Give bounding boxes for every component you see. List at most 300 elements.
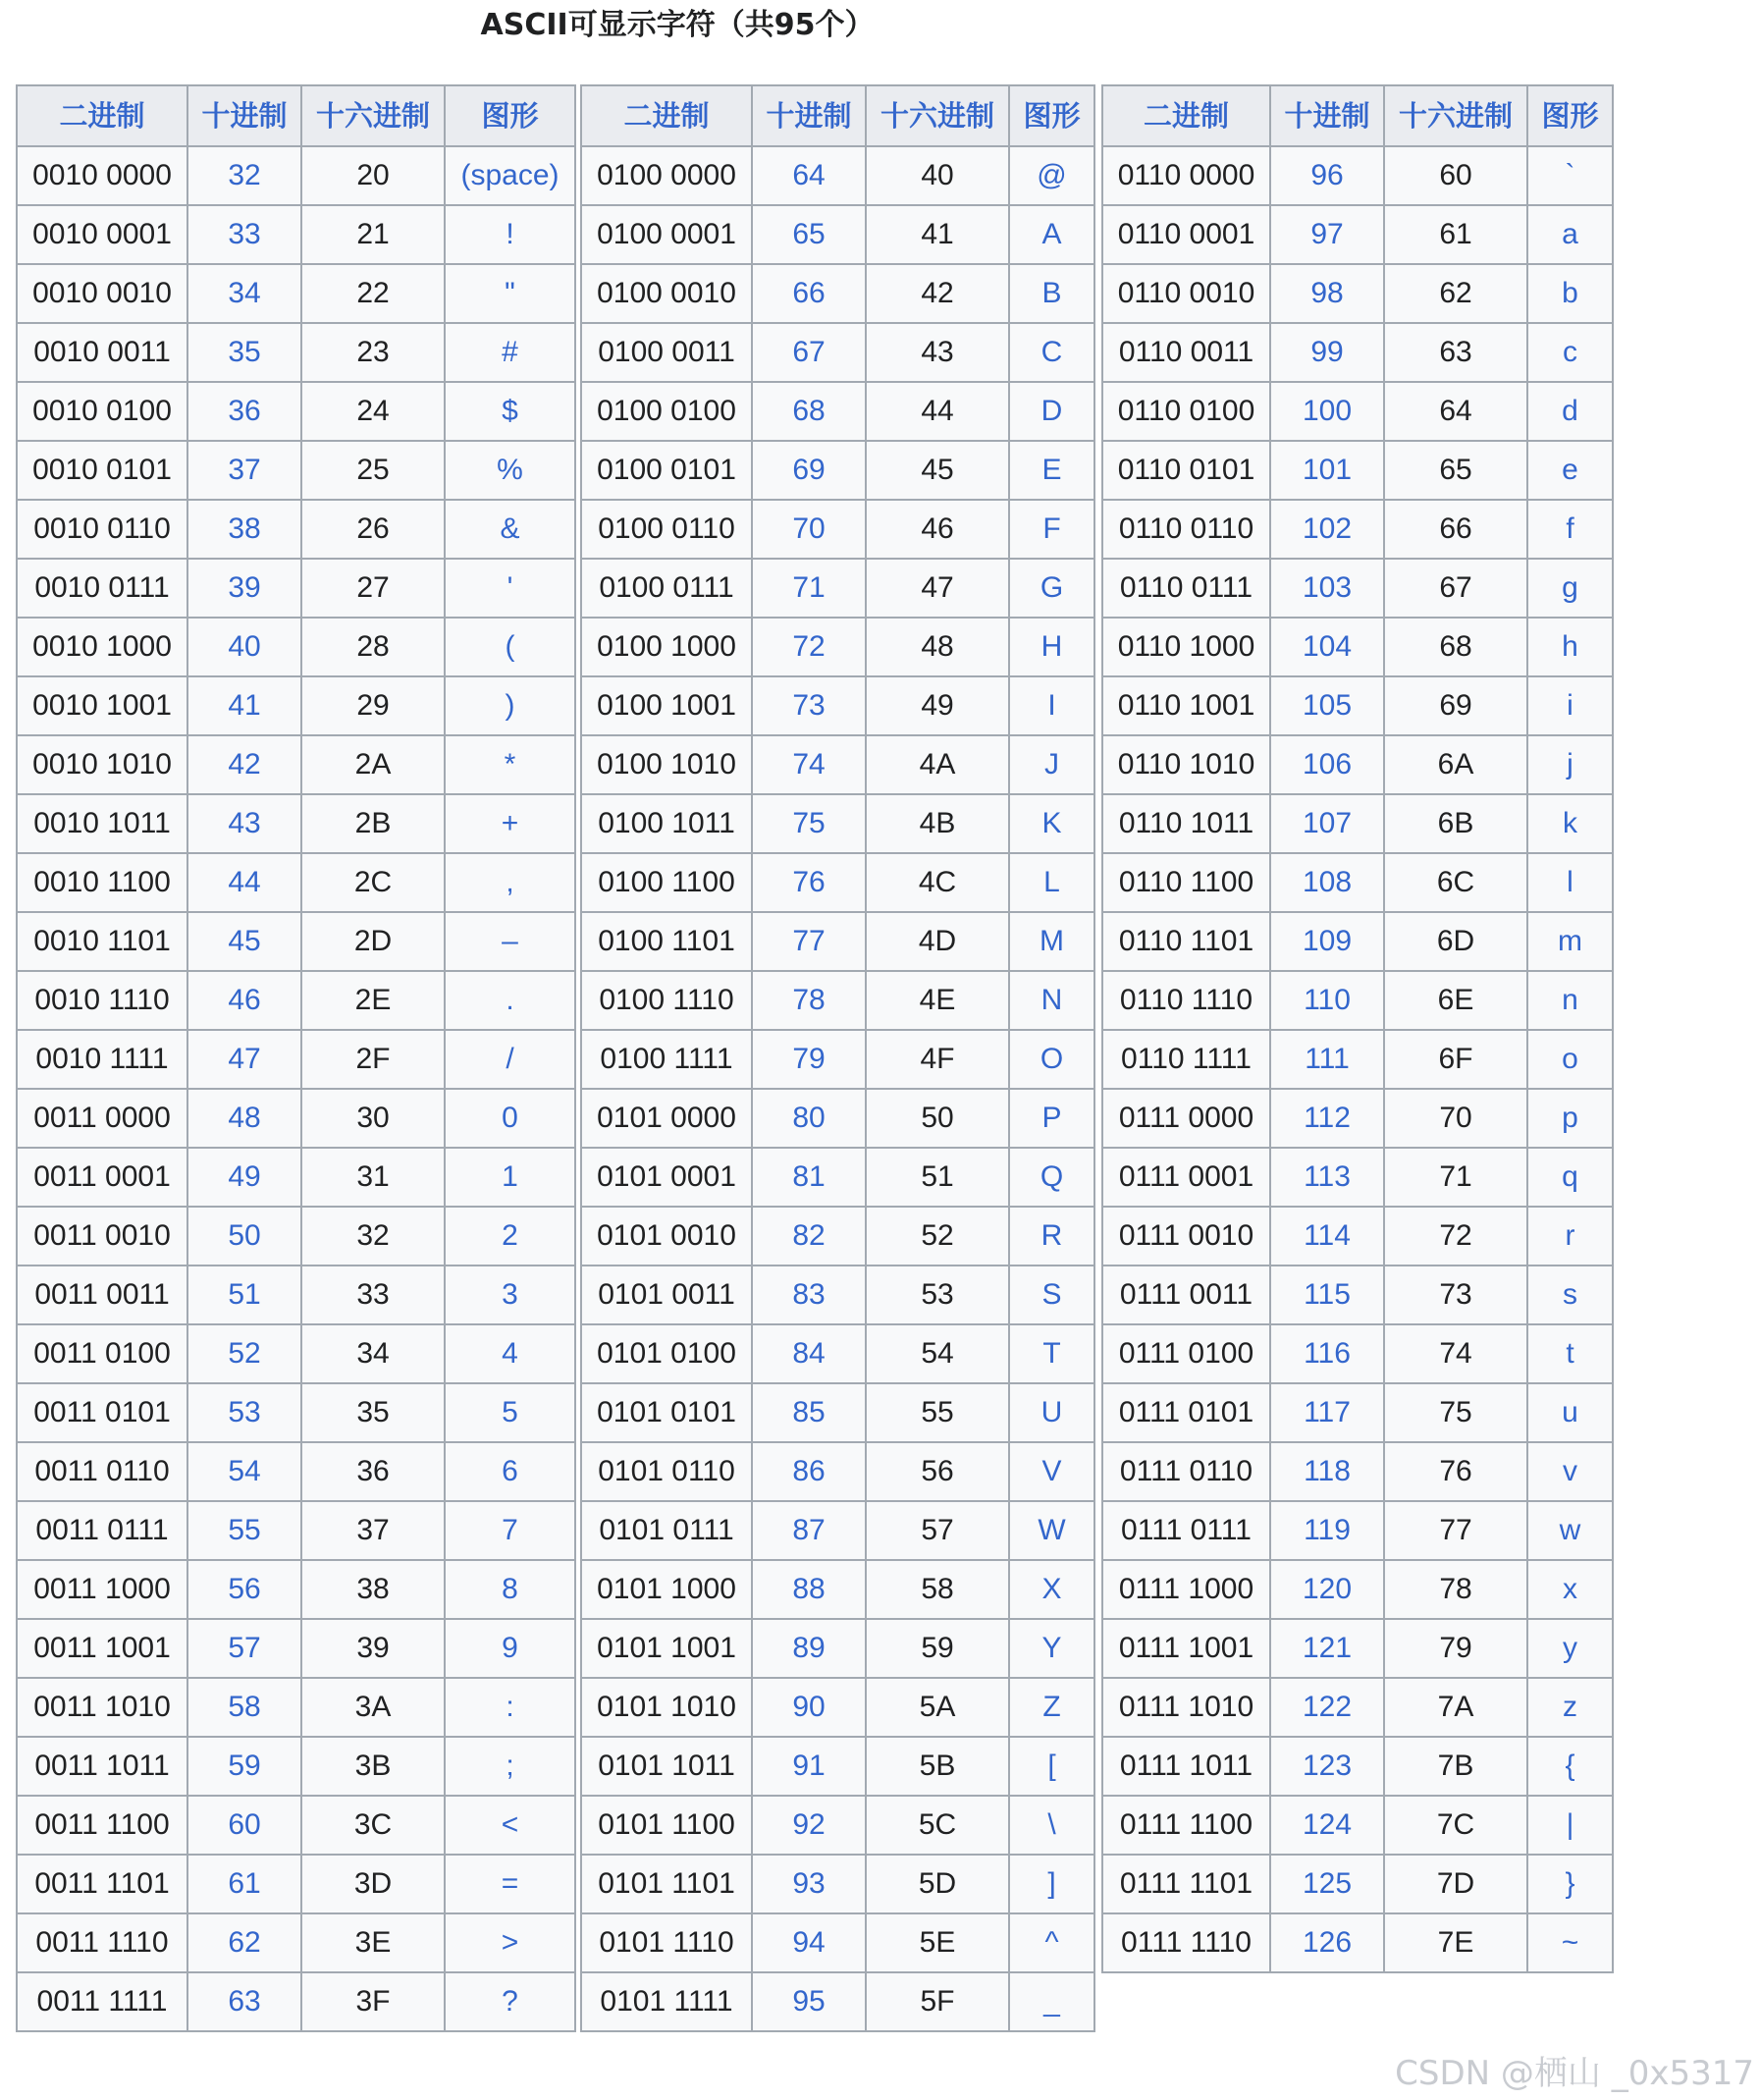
hex-cell: 6E [1384, 971, 1527, 1030]
hex-cell: 25 [301, 441, 445, 500]
binary-cell: 0010 0100 [17, 382, 187, 441]
table-row [581, 264, 1094, 323]
hex-cell: 6C [1384, 853, 1527, 912]
hex-cell: 7A [1384, 1678, 1527, 1737]
hex-cell: 45 [866, 441, 1009, 500]
header-hex: 十六进制 [1384, 85, 1527, 146]
glyph-cell: Q [1009, 1148, 1094, 1207]
glyph-cell: 6 [445, 1442, 575, 1501]
decimal-cell: 119 [1270, 1501, 1384, 1560]
hex-cell: 68 [1384, 618, 1527, 676]
hex-cell: 62 [1384, 264, 1527, 323]
table-row [1102, 1148, 1613, 1207]
hex-cell: 77 [1384, 1501, 1527, 1560]
hex-cell: 38 [301, 1560, 445, 1619]
table-row [581, 1030, 1094, 1089]
decimal-cell: 66 [752, 264, 866, 323]
binary-cell: 0010 0011 [17, 323, 187, 382]
glyph-cell: 0 [445, 1089, 575, 1148]
binary-cell: 0111 0110 [1102, 1442, 1270, 1501]
binary-cell: 0111 1001 [1102, 1619, 1270, 1678]
hex-cell: 37 [301, 1501, 445, 1560]
decimal-cell: 41 [187, 676, 301, 735]
glyph-cell: g [1527, 559, 1613, 618]
table-row [581, 1678, 1094, 1737]
table-row [1102, 1501, 1613, 1560]
hex-cell: 39 [301, 1619, 445, 1678]
table-row [1102, 971, 1613, 1030]
decimal-cell: 70 [752, 500, 866, 559]
glyph-cell: r [1527, 1207, 1613, 1265]
glyph-cell: p [1527, 1089, 1613, 1148]
glyph-cell: o [1527, 1030, 1613, 1089]
glyph-cell: | [1527, 1796, 1613, 1855]
hex-cell: 74 [1384, 1324, 1527, 1383]
decimal-cell: 78 [752, 971, 866, 1030]
decimal-cell: 122 [1270, 1678, 1384, 1737]
binary-cell: 0010 0010 [17, 264, 187, 323]
binary-cell: 0100 1011 [581, 794, 752, 853]
binary-cell: 0011 0001 [17, 1148, 187, 1207]
table-row [581, 1442, 1094, 1501]
decimal-cell: 83 [752, 1265, 866, 1324]
table-row [1102, 1796, 1613, 1855]
table-row [1102, 1383, 1613, 1442]
hex-cell: 75 [1384, 1383, 1527, 1442]
hex-cell: 2C [301, 853, 445, 912]
glyph-cell: @ [1009, 146, 1094, 205]
table-row [1102, 1265, 1613, 1324]
decimal-cell: 113 [1270, 1148, 1384, 1207]
binary-cell: 0011 1001 [17, 1619, 187, 1678]
glyph-cell: K [1009, 794, 1094, 853]
glyph-cell: 7 [445, 1501, 575, 1560]
hex-cell: 44 [866, 382, 1009, 441]
decimal-cell: 65 [752, 205, 866, 264]
binary-cell: 0110 0011 [1102, 323, 1270, 382]
binary-cell: 0110 1000 [1102, 618, 1270, 676]
binary-cell: 0010 0000 [17, 146, 187, 205]
glyph-cell: m [1527, 912, 1613, 971]
page-title: ASCII可显示字符（共95个） [480, 8, 875, 42]
glyph-cell: & [445, 500, 575, 559]
binary-cell: 0110 0100 [1102, 382, 1270, 441]
glyph-cell: = [445, 1855, 575, 1913]
table-row [581, 1148, 1094, 1207]
hex-cell: 20 [301, 146, 445, 205]
decimal-cell: 81 [752, 1148, 866, 1207]
hex-cell: 32 [301, 1207, 445, 1265]
table-row [17, 971, 575, 1030]
hex-cell: 6B [1384, 794, 1527, 853]
hex-cell: 4A [866, 735, 1009, 794]
glyph-cell: A [1009, 205, 1094, 264]
table-row [17, 1913, 575, 1972]
glyph-cell: 3 [445, 1265, 575, 1324]
header-decimal: 十进制 [187, 85, 301, 146]
hex-cell: 26 [301, 500, 445, 559]
binary-cell: 0101 1110 [581, 1913, 752, 1972]
glyph-cell: ; [445, 1737, 575, 1796]
binary-cell: 0100 1101 [581, 912, 752, 971]
table-header-row [581, 85, 1094, 146]
decimal-cell: 34 [187, 264, 301, 323]
decimal-cell: 110 [1270, 971, 1384, 1030]
table-row [1102, 912, 1613, 971]
ascii-table-1 [16, 84, 576, 2032]
glyph-cell: t [1527, 1324, 1613, 1383]
decimal-cell: 103 [1270, 559, 1384, 618]
decimal-cell: 87 [752, 1501, 866, 1560]
decimal-cell: 38 [187, 500, 301, 559]
ascii-table-2 [580, 84, 1095, 2032]
binary-cell: 0111 0010 [1102, 1207, 1270, 1265]
hex-cell: 64 [1384, 382, 1527, 441]
hex-cell: 73 [1384, 1265, 1527, 1324]
table-row [1102, 1678, 1613, 1737]
decimal-cell: 94 [752, 1913, 866, 1972]
hex-cell: 65 [1384, 441, 1527, 500]
binary-cell: 0101 0110 [581, 1442, 752, 1501]
decimal-cell: 61 [187, 1855, 301, 1913]
glyph-cell: ^ [1009, 1913, 1094, 1972]
glyph-cell: > [445, 1913, 575, 1972]
table-row [1102, 676, 1613, 735]
table-row [17, 1737, 575, 1796]
decimal-cell: 48 [187, 1089, 301, 1148]
hex-cell: 7C [1384, 1796, 1527, 1855]
glyph-cell: V [1009, 1442, 1094, 1501]
binary-cell: 0011 0110 [17, 1442, 187, 1501]
hex-cell: 43 [866, 323, 1009, 382]
table-row [17, 1030, 575, 1089]
table-row [17, 323, 575, 382]
decimal-cell: 102 [1270, 500, 1384, 559]
glyph-cell: c [1527, 323, 1613, 382]
table-row [17, 1855, 575, 1913]
binary-cell: 0110 1010 [1102, 735, 1270, 794]
binary-cell: 0101 1000 [581, 1560, 752, 1619]
table-row [581, 1972, 1094, 2031]
binary-cell: 0110 0001 [1102, 205, 1270, 264]
hex-cell: 63 [1384, 323, 1527, 382]
binary-cell: 0101 1001 [581, 1619, 752, 1678]
glyph-cell: R [1009, 1207, 1094, 1265]
decimal-cell: 117 [1270, 1383, 1384, 1442]
header-glyph: 图形 [445, 85, 575, 146]
decimal-cell: 104 [1270, 618, 1384, 676]
binary-cell: 0111 0100 [1102, 1324, 1270, 1383]
decimal-cell: 45 [187, 912, 301, 971]
hex-cell: 3B [301, 1737, 445, 1796]
glyph-cell: ! [445, 205, 575, 264]
binary-cell: 0100 0111 [581, 559, 752, 618]
binary-cell: 0011 1010 [17, 1678, 187, 1737]
table-row [1102, 205, 1613, 264]
binary-cell: 0110 1100 [1102, 853, 1270, 912]
binary-cell: 0101 0010 [581, 1207, 752, 1265]
decimal-cell: 85 [752, 1383, 866, 1442]
binary-cell: 0110 1110 [1102, 971, 1270, 1030]
binary-cell: 0110 1011 [1102, 794, 1270, 853]
binary-cell: 0110 0101 [1102, 441, 1270, 500]
table-row [17, 264, 575, 323]
binary-cell: 0011 0111 [17, 1501, 187, 1560]
table-row [17, 1089, 575, 1148]
binary-cell: 0101 1011 [581, 1737, 752, 1796]
binary-cell: 0010 1001 [17, 676, 187, 735]
decimal-cell: 54 [187, 1442, 301, 1501]
glyph-cell: / [445, 1030, 575, 1089]
decimal-cell: 73 [752, 676, 866, 735]
hex-cell: 71 [1384, 1148, 1527, 1207]
decimal-cell: 86 [752, 1442, 866, 1501]
hex-cell: 72 [1384, 1207, 1527, 1265]
hex-cell: 50 [866, 1089, 1009, 1148]
decimal-cell: 63 [187, 1972, 301, 2031]
table-row [17, 676, 575, 735]
glyph-cell: E [1009, 441, 1094, 500]
binary-cell: 0111 1010 [1102, 1678, 1270, 1737]
binary-cell: 0011 1101 [17, 1855, 187, 1913]
hex-cell: 53 [866, 1265, 1009, 1324]
hex-cell: 66 [1384, 500, 1527, 559]
header-glyph: 图形 [1527, 85, 1613, 146]
table-header-row [1102, 85, 1613, 146]
glyph-cell: 1 [445, 1148, 575, 1207]
glyph-cell: 4 [445, 1324, 575, 1383]
glyph-cell: 9 [445, 1619, 575, 1678]
binary-cell: 0010 1100 [17, 853, 187, 912]
glyph-cell: U [1009, 1383, 1094, 1442]
decimal-cell: 116 [1270, 1324, 1384, 1383]
decimal-cell: 75 [752, 794, 866, 853]
table-row [17, 618, 575, 676]
glyph-cell: : [445, 1678, 575, 1737]
glyph-cell: [ [1009, 1737, 1094, 1796]
binary-cell: 0101 0001 [581, 1148, 752, 1207]
table-row [17, 1383, 575, 1442]
binary-cell: 0010 1011 [17, 794, 187, 853]
hex-cell: 3C [301, 1796, 445, 1855]
table-row [1102, 500, 1613, 559]
glyph-cell: # [445, 323, 575, 382]
table-row [1102, 1560, 1613, 1619]
binary-cell: 0100 1000 [581, 618, 752, 676]
table-row [1102, 1619, 1613, 1678]
decimal-cell: 59 [187, 1737, 301, 1796]
glyph-cell: C [1009, 323, 1094, 382]
decimal-cell: 96 [1270, 146, 1384, 205]
table-row [1102, 853, 1613, 912]
table-row [581, 1560, 1094, 1619]
binary-cell: 0110 1001 [1102, 676, 1270, 735]
binary-cell: 0101 1010 [581, 1678, 752, 1737]
binary-cell: 0010 1110 [17, 971, 187, 1030]
glyph-cell: h [1527, 618, 1613, 676]
table-row [581, 971, 1094, 1030]
table-row [581, 323, 1094, 382]
binary-cell: 0100 0110 [581, 500, 752, 559]
hex-cell: 2A [301, 735, 445, 794]
hex-cell: 76 [1384, 1442, 1527, 1501]
table-row [581, 1324, 1094, 1383]
table-row [581, 1737, 1094, 1796]
hex-cell: 29 [301, 676, 445, 735]
hex-cell: 46 [866, 500, 1009, 559]
decimal-cell: 112 [1270, 1089, 1384, 1148]
table-row [581, 1089, 1094, 1148]
binary-cell: 0100 1110 [581, 971, 752, 1030]
decimal-cell: 88 [752, 1560, 866, 1619]
binary-cell: 0110 0110 [1102, 500, 1270, 559]
binary-cell: 0100 1100 [581, 853, 752, 912]
decimal-cell: 97 [1270, 205, 1384, 264]
decimal-cell: 76 [752, 853, 866, 912]
binary-cell: 0100 1111 [581, 1030, 752, 1089]
table-row [581, 559, 1094, 618]
table-row [581, 1619, 1094, 1678]
hex-cell: 4D [866, 912, 1009, 971]
glyph-cell: . [445, 971, 575, 1030]
binary-cell: 0110 0010 [1102, 264, 1270, 323]
glyph-cell: a [1527, 205, 1613, 264]
hex-cell: 69 [1384, 676, 1527, 735]
table-row [581, 735, 1094, 794]
binary-cell: 0011 0000 [17, 1089, 187, 1148]
binary-cell: 0100 0100 [581, 382, 752, 441]
binary-cell: 0110 0000 [1102, 146, 1270, 205]
binary-cell: 0101 0011 [581, 1265, 752, 1324]
hex-cell: 4E [866, 971, 1009, 1030]
table-row [1102, 1089, 1613, 1148]
hex-cell: 5D [866, 1855, 1009, 1913]
glyph-cell: d [1527, 382, 1613, 441]
glyph-cell: % [445, 441, 575, 500]
table-row [17, 1619, 575, 1678]
hex-cell: 33 [301, 1265, 445, 1324]
hex-cell: 78 [1384, 1560, 1527, 1619]
decimal-cell: 89 [752, 1619, 866, 1678]
table-row [1102, 1324, 1613, 1383]
glyph-cell: H [1009, 618, 1094, 676]
table-row [581, 1383, 1094, 1442]
glyph-cell: ] [1009, 1855, 1094, 1913]
glyph-cell: M [1009, 912, 1094, 971]
decimal-cell: 32 [187, 146, 301, 205]
glyph-cell: , [445, 853, 575, 912]
table-row [17, 500, 575, 559]
glyph-cell: D [1009, 382, 1094, 441]
table-row [17, 912, 575, 971]
table-row [1102, 146, 1613, 205]
binary-cell: 0011 0100 [17, 1324, 187, 1383]
glyph-cell: Z [1009, 1678, 1094, 1737]
watermark: CSDN @栖山 _0x5317 [1395, 2054, 1754, 2093]
hex-cell: 5B [866, 1737, 1009, 1796]
binary-cell: 0111 1101 [1102, 1855, 1270, 1913]
decimal-cell: 82 [752, 1207, 866, 1265]
table-row [581, 1913, 1094, 1972]
binary-cell: 0011 1111 [17, 1972, 187, 2031]
hex-cell: 79 [1384, 1619, 1527, 1678]
binary-cell: 0010 0111 [17, 559, 187, 618]
decimal-cell: 91 [752, 1737, 866, 1796]
table-row [1102, 382, 1613, 441]
decimal-cell: 56 [187, 1560, 301, 1619]
table-row [581, 1265, 1094, 1324]
table-row [581, 912, 1094, 971]
glyph-cell: P [1009, 1089, 1094, 1148]
glyph-cell: ~ [1527, 1913, 1613, 1972]
decimal-cell: 62 [187, 1913, 301, 1972]
binary-cell: 0111 0000 [1102, 1089, 1270, 1148]
header-decimal: 十进制 [752, 85, 866, 146]
binary-cell: 0010 0110 [17, 500, 187, 559]
binary-cell: 0101 1100 [581, 1796, 752, 1855]
glyph-cell: n [1527, 971, 1613, 1030]
glyph-cell: ) [445, 676, 575, 735]
hex-cell: 60 [1384, 146, 1527, 205]
table-row [17, 1265, 575, 1324]
glyph-cell: b [1527, 264, 1613, 323]
glyph-cell: 5 [445, 1383, 575, 1442]
decimal-cell: 36 [187, 382, 301, 441]
binary-cell: 0111 0011 [1102, 1265, 1270, 1324]
glyph-cell: 2 [445, 1207, 575, 1265]
decimal-cell: 124 [1270, 1796, 1384, 1855]
hex-cell: 2B [301, 794, 445, 853]
binary-cell: 0011 1000 [17, 1560, 187, 1619]
glyph-cell: " [445, 264, 575, 323]
table-row [17, 1501, 575, 1560]
binary-cell: 0100 0101 [581, 441, 752, 500]
binary-cell: 0010 0101 [17, 441, 187, 500]
hex-cell: 49 [866, 676, 1009, 735]
binary-cell: 0010 1101 [17, 912, 187, 971]
table-row [17, 735, 575, 794]
decimal-cell: 106 [1270, 735, 1384, 794]
decimal-cell: 79 [752, 1030, 866, 1089]
hex-cell: 31 [301, 1148, 445, 1207]
glyph-cell: – [445, 912, 575, 971]
table-row [17, 794, 575, 853]
table-row [17, 559, 575, 618]
table-row [1102, 1913, 1613, 1972]
hex-cell: 4C [866, 853, 1009, 912]
glyph-cell: s [1527, 1265, 1613, 1324]
hex-cell: 36 [301, 1442, 445, 1501]
hex-cell: 3F [301, 1972, 445, 2031]
table-row [581, 441, 1094, 500]
decimal-cell: 99 [1270, 323, 1384, 382]
decimal-cell: 67 [752, 323, 866, 382]
hex-cell: 5F [866, 1972, 1009, 2031]
decimal-cell: 55 [187, 1501, 301, 1560]
table-row [581, 1796, 1094, 1855]
glyph-cell: ? [445, 1972, 575, 2031]
header-hex: 十六进制 [301, 85, 445, 146]
decimal-cell: 43 [187, 794, 301, 853]
hex-cell: 6F [1384, 1030, 1527, 1089]
hex-cell: 30 [301, 1089, 445, 1148]
glyph-cell: e [1527, 441, 1613, 500]
hex-cell: 4F [866, 1030, 1009, 1089]
glyph-cell: ` [1527, 146, 1613, 205]
glyph-cell: y [1527, 1619, 1613, 1678]
binary-cell: 0011 1110 [17, 1913, 187, 1972]
hex-cell: 58 [866, 1560, 1009, 1619]
